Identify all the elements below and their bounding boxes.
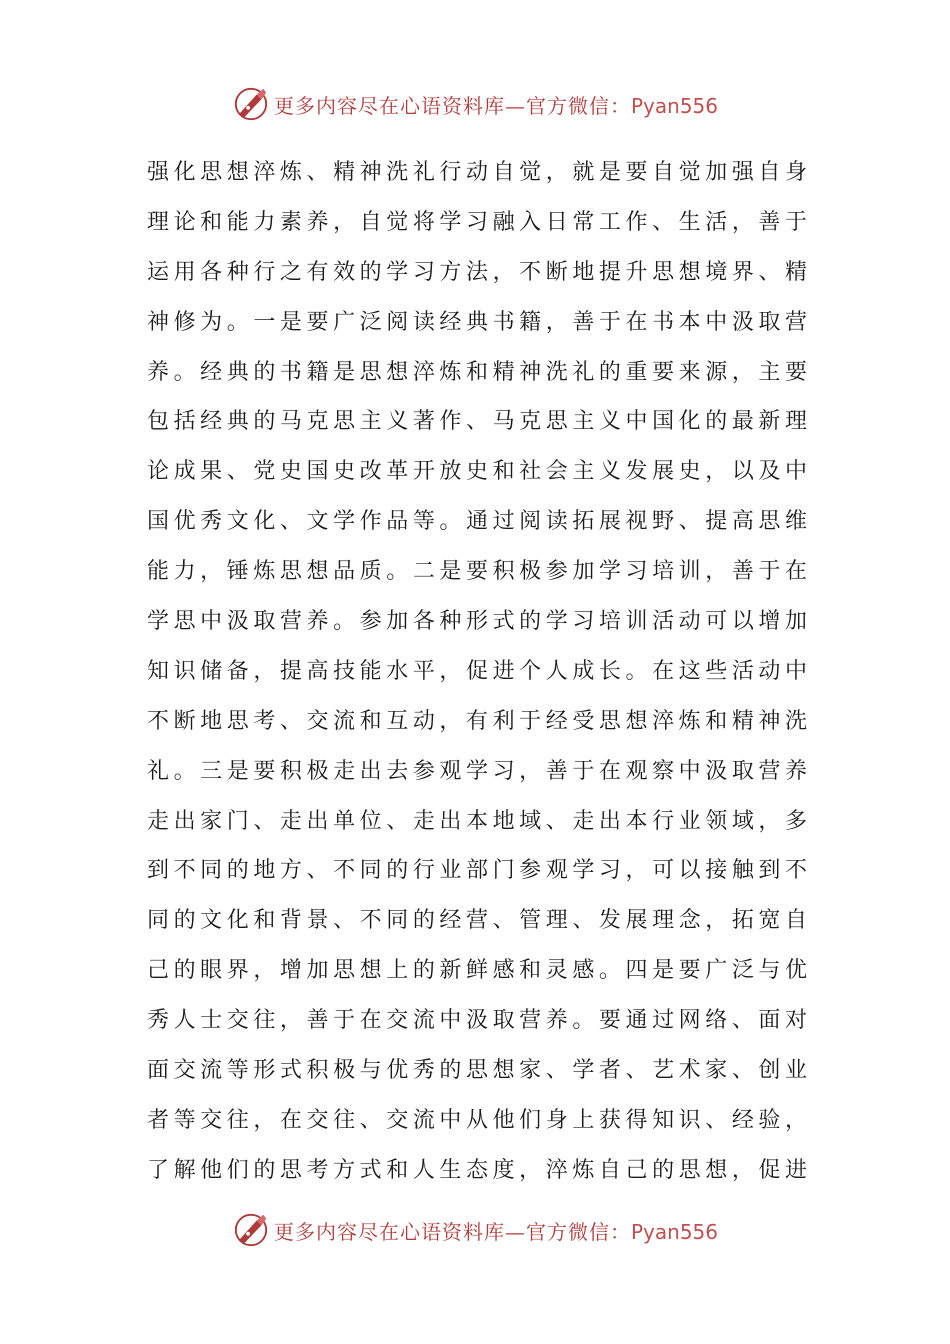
text-line: 神修为。一是要广泛阅读经典书籍，善于在书本中汲取营 [147, 309, 807, 335]
text-line: 同的文化和背景、不同的经营、管理、发展理念，拓宽自 [147, 908, 807, 934]
text-line: 己的眼界，增加思想上的新鲜感和灵感。四是要广泛与优 [147, 958, 807, 984]
text-line: 了解他们的思考方式和人生态度，淬炼自己的思想，促进 [147, 1157, 807, 1183]
text-line: 能力，锤炼思想品质。二是要积极参加学习培训，善于在 [147, 559, 807, 585]
text-line: 强化思想淬炼、精神洗礼行动自觉，就是要自觉加强自身 [147, 160, 807, 185]
text-line: 者等交往，在交往、交流中从他们身上获得知识、经验， [147, 1107, 807, 1133]
wechat-id: Pyan556 [630, 1219, 718, 1244]
footer-banner [0, 1210, 950, 1250]
text-line: 到不同的地方、不同的行业部门参观学习，可以接触到不 [147, 858, 807, 884]
text-line: 论成果、党史国史改革开放史和社会主义发展史，以及中 [147, 459, 807, 485]
text-line: 走出家门、走出单位、走出本地域、走出本行业领域，多 [147, 808, 807, 834]
text-line: 不断地思考、交流和互动，有利于经受思想淬炼和精神洗 [147, 708, 807, 734]
header-banner [0, 84, 950, 124]
header-text: 更多内容尽在心语资料库—官方微信：Pyan556 [273, 93, 718, 118]
text-line: 面交流等形式积极与优秀的思想家、学者、艺术家、创业 [147, 1058, 807, 1084]
text-line: 知识储备，提高技能水平，促进个人成长。在这些活动中 [147, 658, 807, 684]
text-line: 包括经典的马克思主义著作、马克思主义中国化的最新理 [147, 409, 807, 435]
text-line: 学思中汲取营养。参加各种形式的学习培训活动可以增加 [147, 609, 807, 635]
wechat-id: Pyan556 [630, 93, 718, 118]
pen-nib-logo-icon [232, 85, 270, 123]
document-body [147, 148, 807, 1196]
text-line: 国优秀文化、文学作品等。通过阅读拓展视野、提高思维 [147, 509, 807, 535]
text-line: 理论和能力素养，自觉将学习融入日常工作、生活，善于 [147, 209, 807, 235]
text-line: 养。经典的书籍是思想淬炼和精神洗礼的重要来源，主要 [147, 359, 807, 385]
text-line: 秀人士交往，善于在交流中汲取营养。要通过网络、面对 [147, 1008, 807, 1034]
text-line: 礼。三是要积极走出去参观学习，善于在观察中汲取营养 [147, 758, 807, 784]
footer-text: 更多内容尽在心语资料库—官方微信：Pyan556 [273, 1219, 718, 1244]
pen-nib-logo-icon [232, 1211, 270, 1249]
text-line: 运用各种行之有效的学习方法，不断地提升思想境界、精 [147, 259, 807, 285]
